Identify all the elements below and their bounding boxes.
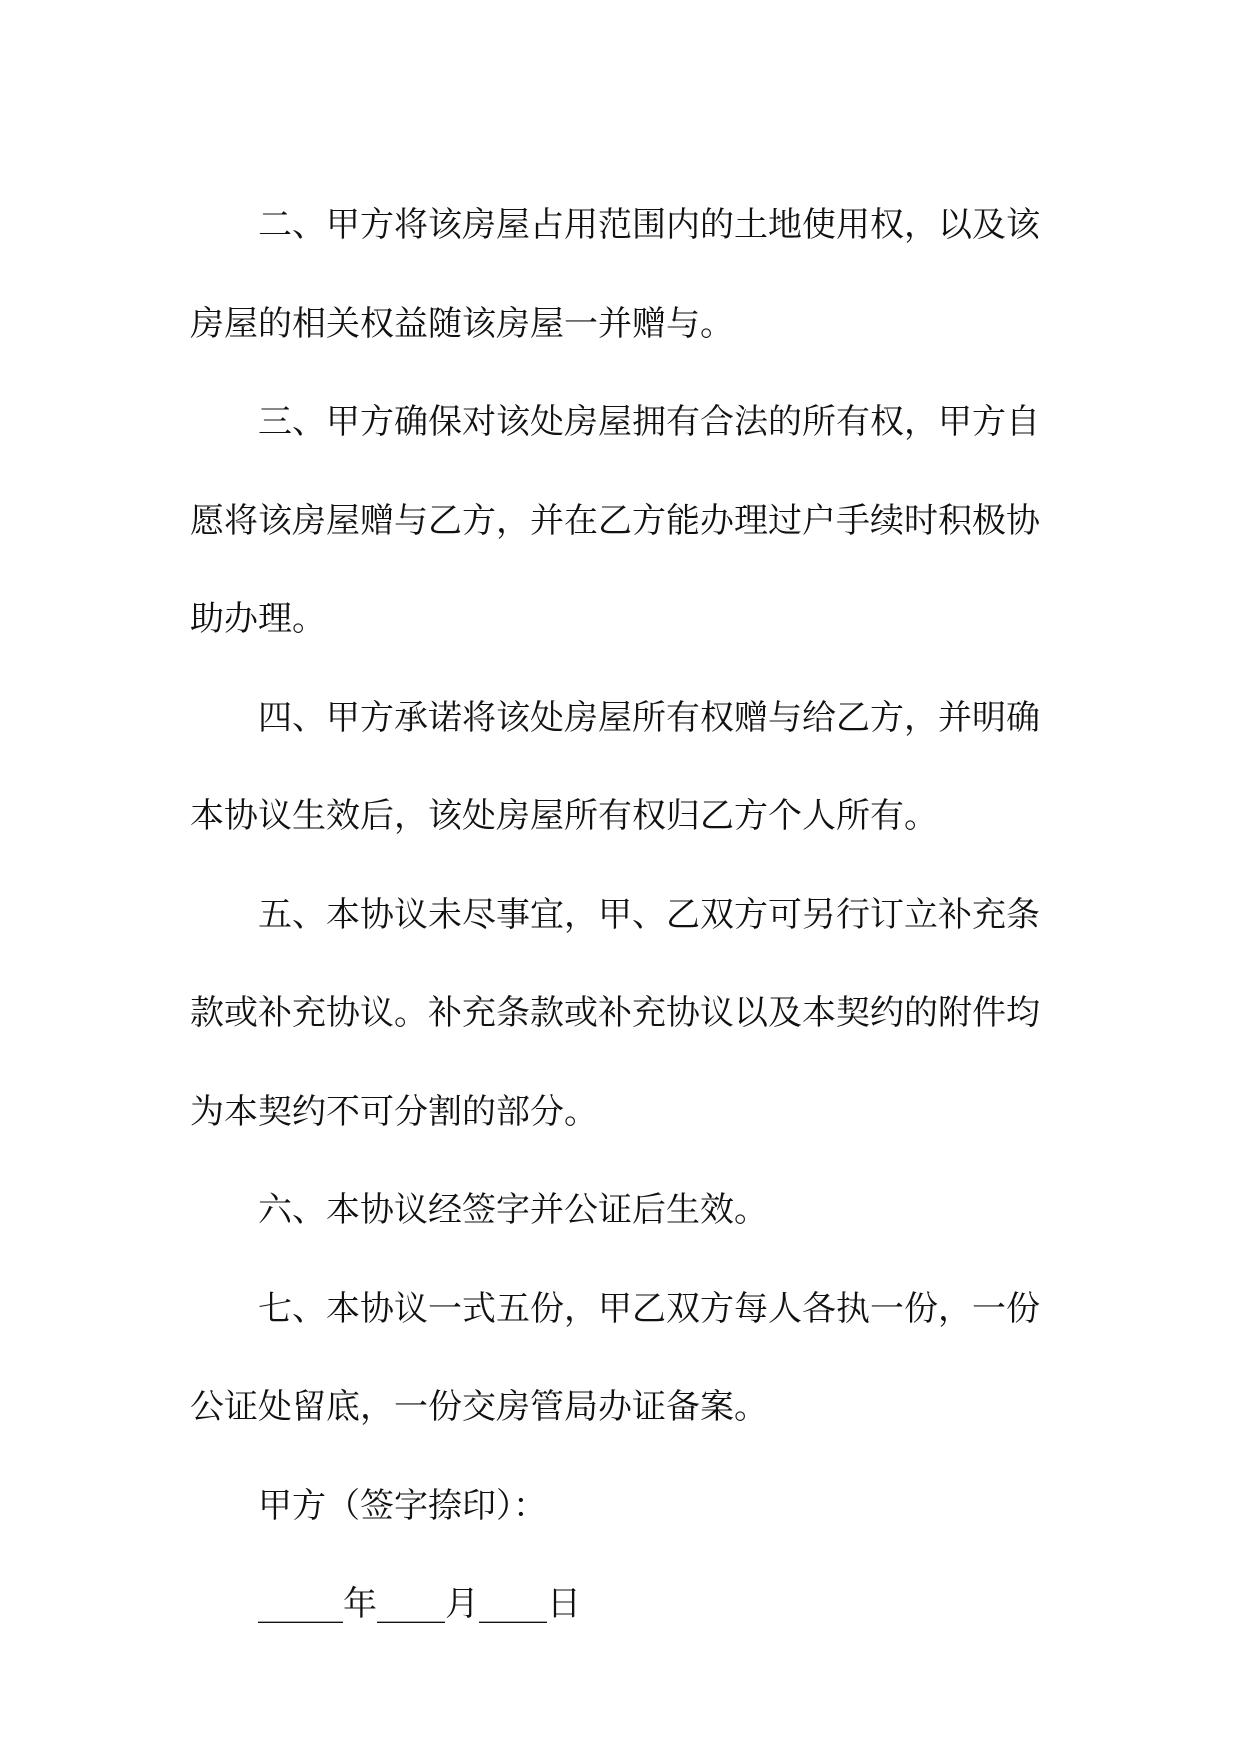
clause-text-line: 五、本协议未尽事宜，甲、乙双方可另行订立补充条 — [258, 894, 1040, 935]
clause-text-line: 愿将该房屋赠与乙方，并在乙方能办理过户手续时积极协 — [190, 500, 1040, 541]
clause-text-line: 六、本协议经签字并公证后生效。 — [258, 1190, 768, 1230]
clause-text-line: 助办理。 — [190, 599, 326, 639]
clause-3 — [190, 373, 1040, 669]
clause-text-line: 公证处留底，一份交房管局办证备案。 — [190, 1387, 768, 1427]
signature-date-line: _____年____月____日 — [258, 1584, 581, 1624]
clause-text-line: 本协议生效后，该处房屋所有权归乙方个人所有。 — [190, 796, 938, 836]
clause-2 — [190, 176, 1040, 373]
clause-text-line: 七、本协议一式五份，甲乙双方每人各执一份，一份 — [258, 1288, 1040, 1329]
clause-5 — [190, 866, 1040, 1162]
party-a-signature-label: 甲方（签字捺印）： — [258, 1485, 547, 1526]
clause-text-line: 为本契约不可分割的部分。 — [190, 1091, 598, 1132]
clause-6 — [190, 1161, 1030, 1260]
clause-text-line: 款或补充协议。补充条款或补充协议以及本契约的附件均 — [190, 993, 1040, 1033]
clause-text-line: 二、甲方将该房屋占用范围内的土地使用权，以及该 — [258, 205, 1040, 245]
document-body — [190, 176, 1040, 1654]
clause-7 — [190, 1260, 1040, 1457]
clause-text-line: 三、甲方确保对该处房屋拥有合法的所有权，甲方自 — [258, 402, 1040, 442]
clause-text-line: 四、甲方承诺将该处房屋所有权赠与给乙方，并明确 — [258, 697, 1040, 738]
signature-block — [190, 1457, 1030, 1654]
clause-4 — [190, 669, 1040, 866]
clause-text-line: 房屋的相关权益随该房屋一并赠与。 — [190, 303, 734, 344]
